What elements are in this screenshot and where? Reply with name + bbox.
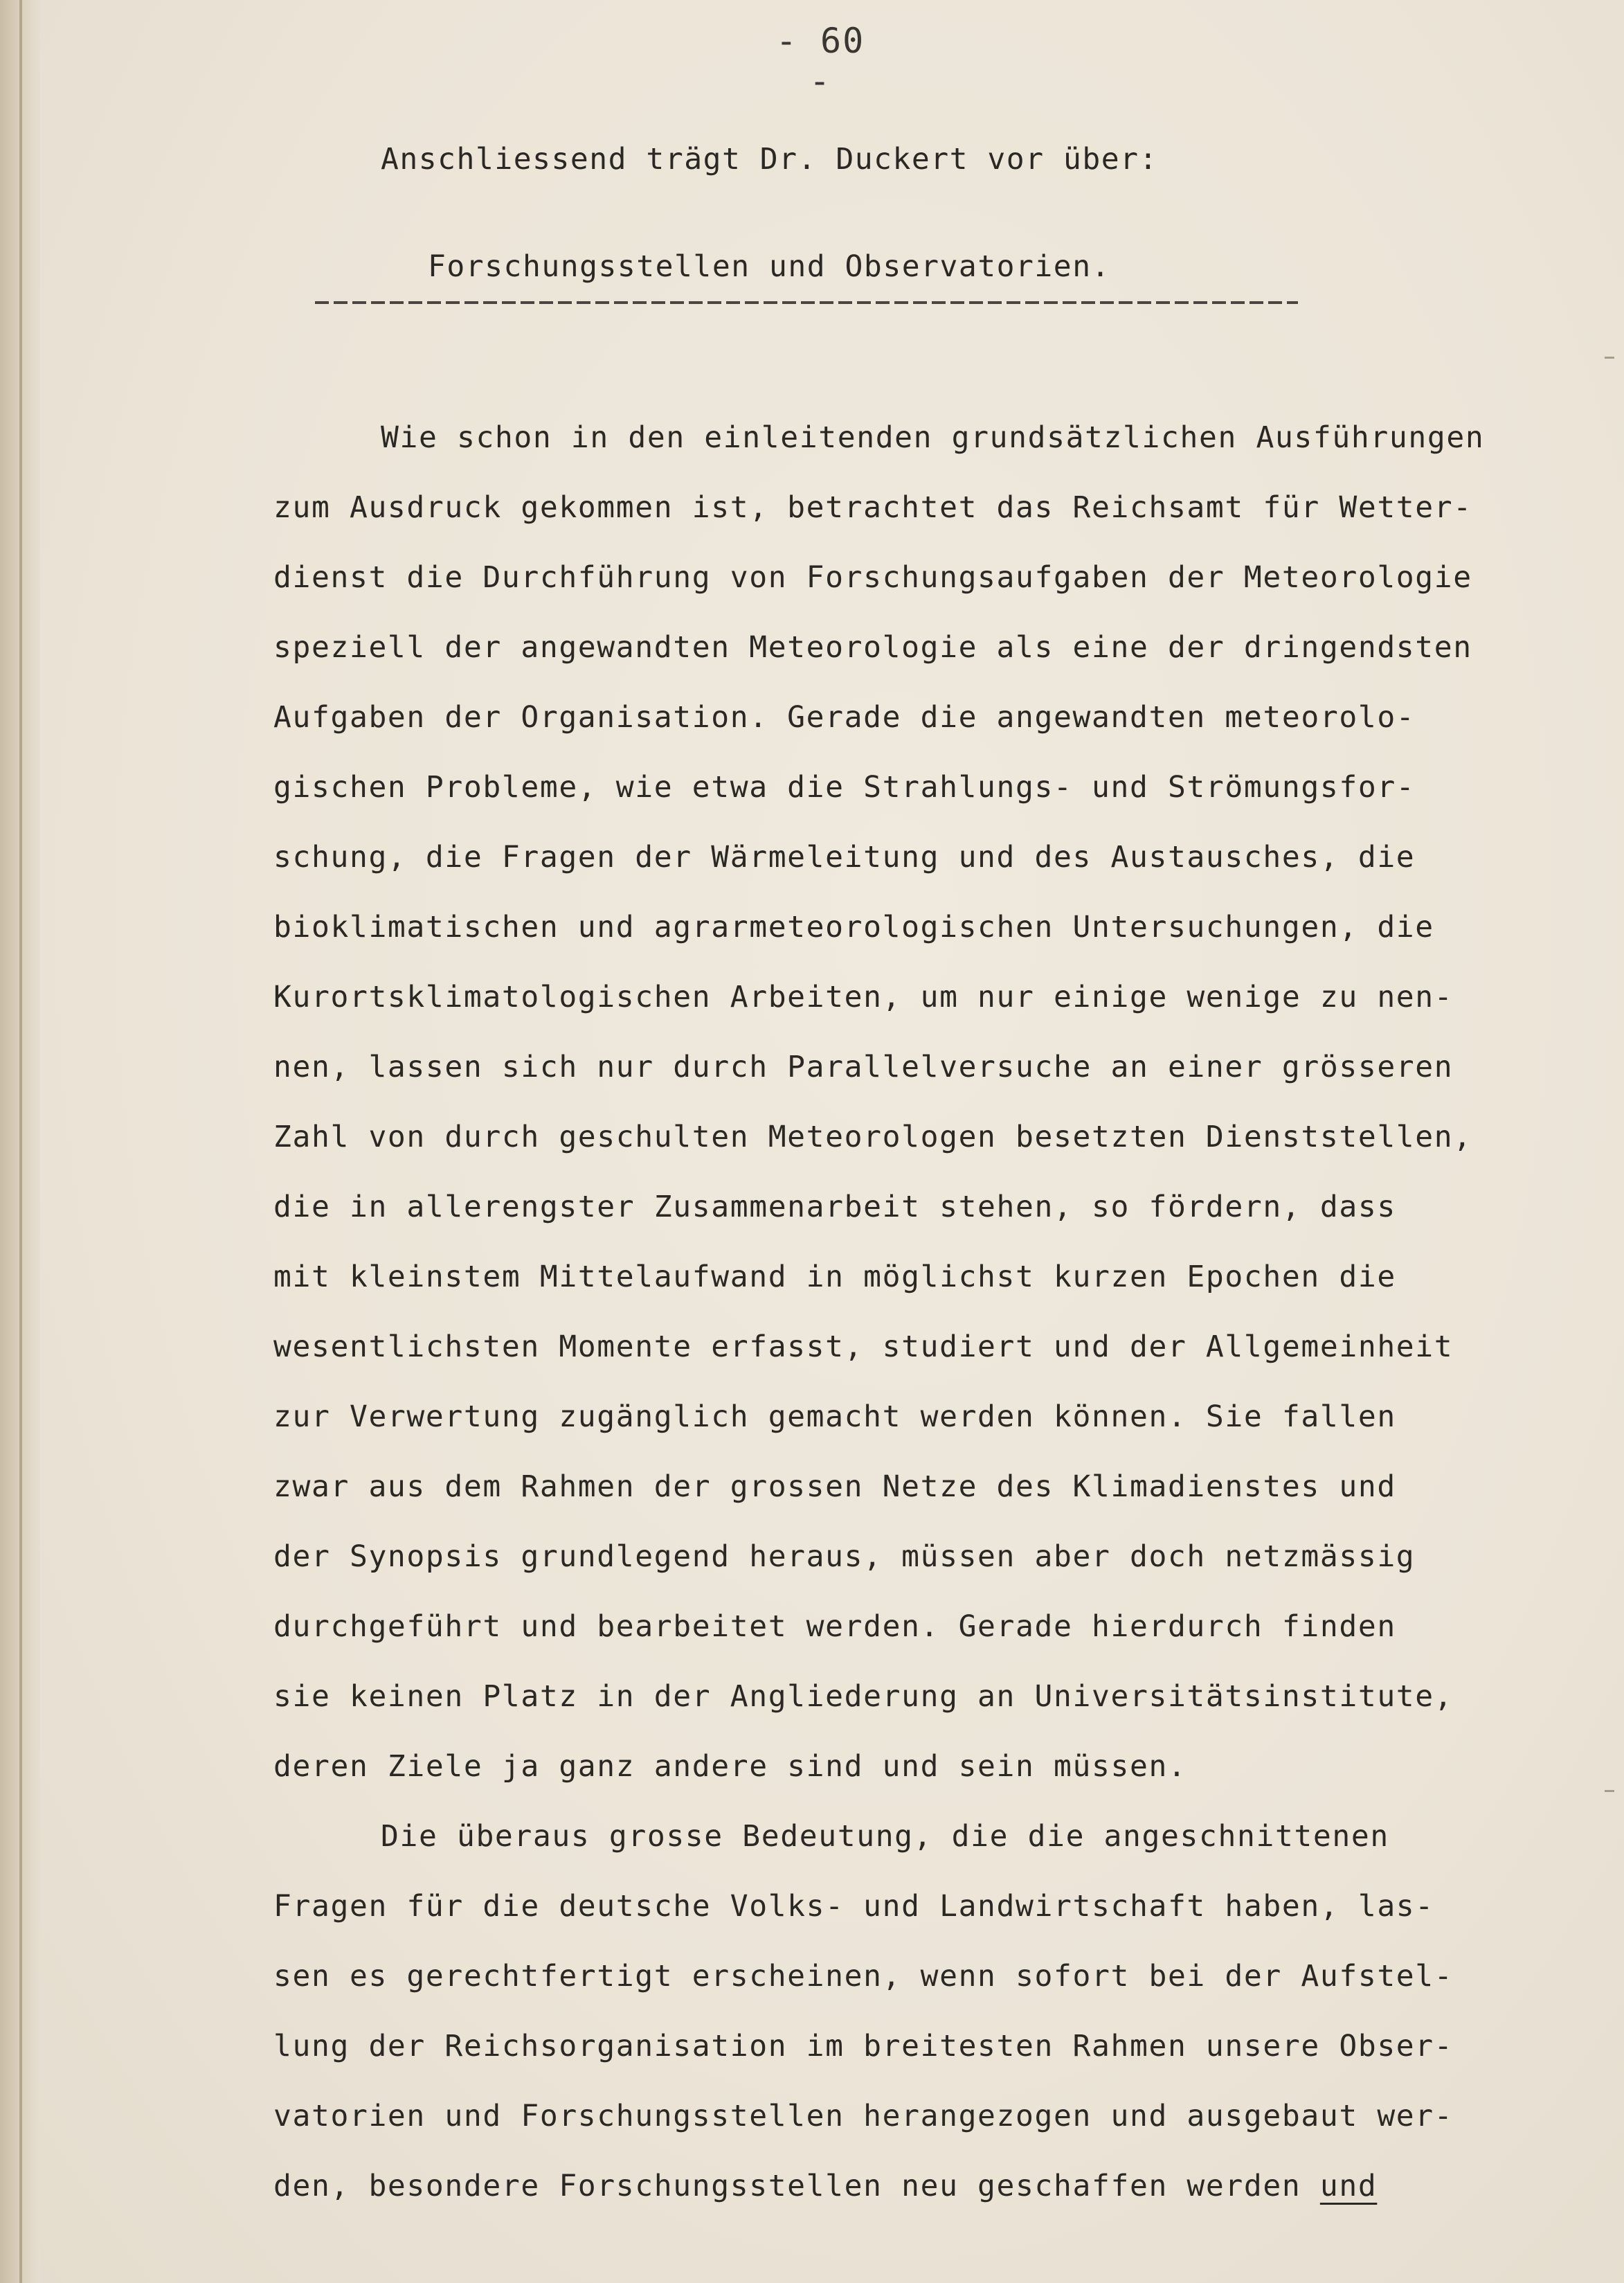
text-line: nen, lassen sich nur durch Parallelversuche an einer grösseren — [273, 1050, 1454, 1084]
text-line: der Synopsis grundlegend heraus, müssen aber doch netzmässig — [273, 1539, 1416, 1574]
text-line: bioklimatischen und agrarmeteorologischen Untersuchungen, die — [273, 910, 1434, 944]
text-line: schung, die Fragen der Wärmeleitung und des Austausches, die — [273, 840, 1416, 875]
text-line: Wie schon in den einleitenden grundsätzlichen Ausführungen — [381, 420, 1485, 455]
underlined-word: und — [1319, 2169, 1378, 2203]
page-number: - 60 - — [775, 21, 865, 101]
text-line: zur Verwertung zugänglich gemacht werden können. Sie fallen — [273, 1399, 1396, 1434]
text-line: durchgeführt und bearbeitet werden. Gerade hierdurch finden — [273, 1609, 1396, 1644]
text-line: zum Ausdruck gekommen ist, betrachtet das Reichsamt für Wetter- — [273, 490, 1472, 525]
text-line: wesentlichsten Momente erfasst, studiert und der Allgemeinheit — [273, 1329, 1454, 1364]
text-line: sie keinen Platz in der Angliederung an Universitätsinstitute, — [273, 1679, 1454, 1714]
text-line: gischen Probleme, wie etwa die Strahlungs- und Strömungsfor- — [273, 770, 1416, 805]
text-line: Aufgaben der Organisation. Gerade die angewandten meteorolo- — [273, 700, 1416, 735]
margin-tick — [1605, 1790, 1614, 1792]
text-line: dienst die Durchführung von Forschungsaufgaben der Meteorologie — [273, 560, 1472, 595]
text-line: vatorien und Forschungsstellen herangezogen und ausgebaut wer- — [273, 2099, 1454, 2133]
text-line: speziell der angewandten Meteorologie als eine der dringendsten — [273, 630, 1472, 665]
binding-line — [19, 0, 22, 2283]
title-dashed-rule — [315, 301, 1298, 304]
text-line: deren Ziele ja ganz andere sind und sein müssen. — [273, 1749, 1187, 1784]
body-text — [273, 418, 1599, 2237]
text-line: lung der Reichsorganisation im breitesten Rahmen unsere Obser- — [273, 2029, 1454, 2063]
margin-tick — [1605, 357, 1614, 359]
text-line: mit kleinstem Mittelaufwand in möglichst kurzen Epochen die — [273, 1260, 1396, 1294]
text-line: die in allerengster Zusammenarbeit stehen, so fördern, dass — [273, 1190, 1396, 1224]
text-line: Fragen für die deutsche Volks- und Landwirtschaft haben, las- — [273, 1889, 1434, 1924]
text-line: zwar aus dem Rahmen der grossen Netze des Klimadienstes und — [273, 1469, 1396, 1504]
text-line: sen es gerechtfertigt erscheinen, wenn sofort bei der Aufstel- — [273, 1959, 1454, 1994]
text-line: Zahl von durch geschulten Meteorologen besetzten Dienststellen, — [273, 1120, 1472, 1154]
text-line: Kurortsklimatologischen Arbeiten, um nur einige wenige zu nen- — [273, 980, 1454, 1014]
text-line: Die überaus grosse Bedeutung, die die angeschnittenen — [381, 1819, 1389, 1854]
text-line-last — [273, 2167, 1599, 2237]
section-title: Forschungsstellen und Observatorien. — [428, 249, 1110, 284]
text-line-prefix: den, besondere Forschungsstellen neu geschaffen werden — [273, 2169, 1320, 2203]
intro-line: Anschliessend trägt Dr. Duckert vor über: — [381, 142, 1158, 177]
